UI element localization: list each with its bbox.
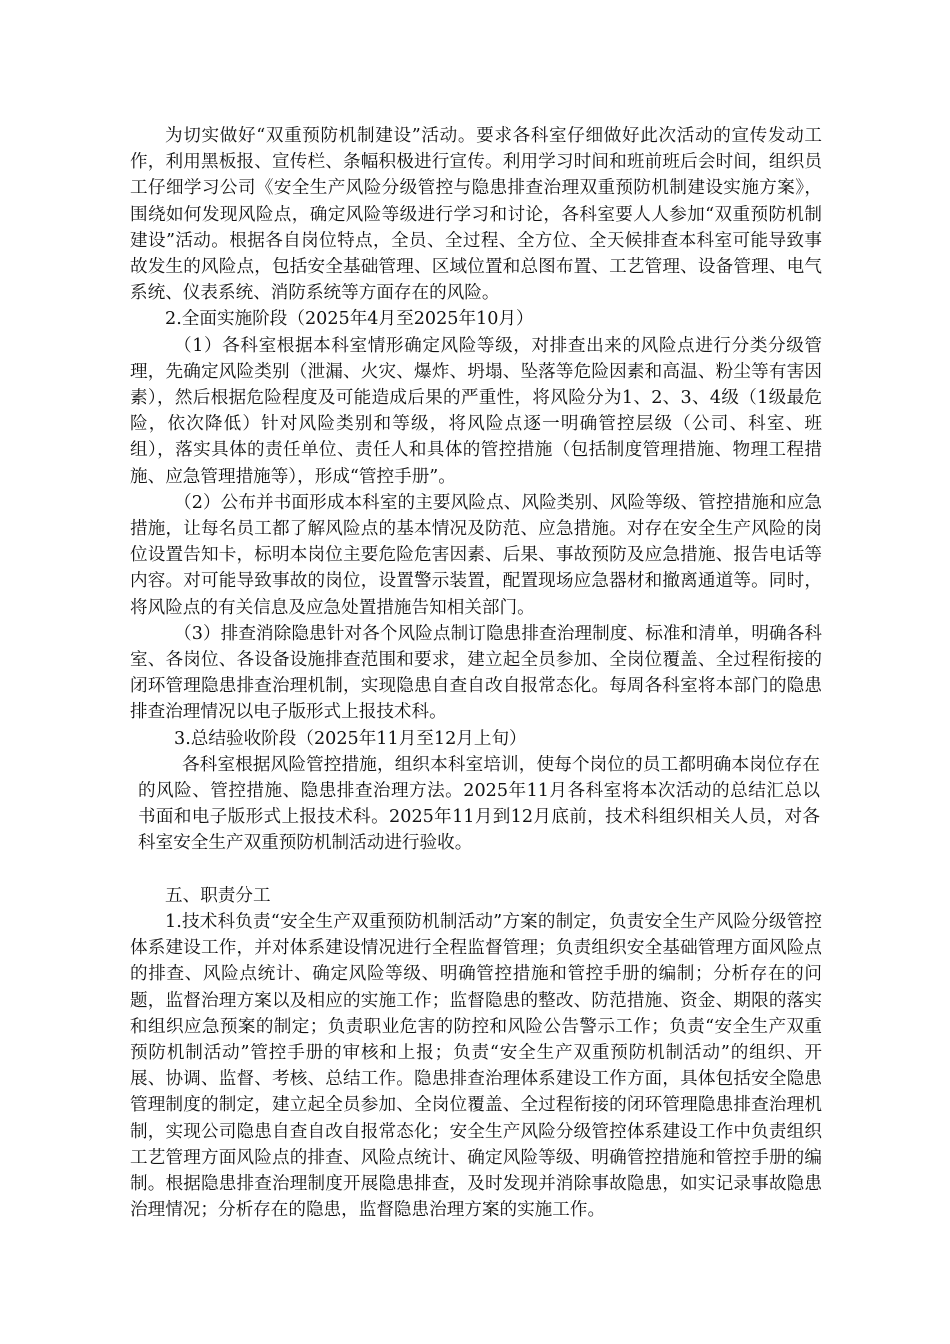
stage2-item-3: （3）排查消除隐患针对各个风险点制订隐患排查治理制度、标准和清单，明确各科室、各岗位、各设备设施排查范围和要求，建立起全员参加、全岗位覆盖、全过程衔接的闭环管理隐患排查治理机制，实现隐患自查自改自报常态化。每周各科室将本部门的隐患排查治理情况以电子版形式上报技术科。 [130,623,822,723]
stage2-item-1: （1）各科室根据本科室情形确定风险等级，对排查出来的风险点进行分类分级管理，先确定风险类别（泄漏、火灾、爆炸、坍塌、坠落等危险因素和高温、粉尘等有害因素），然后根据危险程度及可能造成后果的严重性，将风险分为1、2、3、4级（1级最危险，依次降低）针对风险类别和等级，将风险点逐一明确管控层级（公司、科室、班组），落实具体的责任单位、责任人和具体的管控措施（包括制度管理措施、物理工程措施、应急管理措施等），形成“管控手册”。 [130,335,822,487]
section5-title: 五、职责分工 [165,885,271,906]
stage2-heading: 2.全面实施阶段（2025年4月至2025年10月） [165,309,534,330]
document-body [130,123,822,1223]
stage2-item-2: （2）公布并书面形成本科室的主要风险点、风险类别、风险等级、管控措施和应急措施，让每名员工都了解风险点的基本情况及防范、应急措施。对存在安全生产风险的岗位设置告知卡，标明本岗位主要危险危害因素、后果、事故预防及应急措施、报告电话等内容。对可能导致事故的岗位，设置警示装置，配置现场应急器材和撤离通道等。同时，将风险点的有关信息及应急处置措施告知相关部门。 [130,492,822,618]
intro-paragraph: 为切实做好“双重预防机制建设”活动。要求各科室仔细做好此次活动的宣传发动工作，利用黑板报、宣传栏、条幅积极进行宣传。利用学习时间和班前班后会时间，组织员工仔细学习公司《安全生产风险分级管控与隐患排查治理双重预防机制建设实施方案》，围绕如何发现风险点，确定风险等级进行学习和讨论，各科室要人人参加“双重预防机制建设”活动。根据各自岗位特点，全员、全过程、全方位、全天候排查本科室可能导致事故发生的风险点，包括安全基础管理、区域位置和总图布置、工艺管理、设备管理、电气系统、仪表系统、消防系统等方面存在的风险。 [130,126,822,304]
stage3-heading: 3.总结验收阶段（2025年11月至12月上旬） [174,728,527,749]
section5-item-1: 1.技术科负责“安全生产双重预防机制活动”方案的制定，负责安全生产风险分级管控体系建设工作，并对体系建设情况进行全程监督管理；负责组织安全基础管理方面风险点的排查、风险点统计、确定风险等级、明确管控措施和管控手册的编制；分析存在的问题，监督治理方案以及相应的实施工作；监督隐患的整改、防范措施、资金、期限的落实和组织应急预案的制定；负责职业危害的防控和风险公告警示工作；负责“安全生产双重预防机制活动”管控手册的审核和上报；负责“安全生产双重预防机制活动”的组织、开展、协调、监督、考核、总结工作。隐患排查治理体系建设工作方面，具体包括安全隐患管理制度的制定，建立起全员参加、全岗位覆盖、全过程衔接的闭环管理隐患排查治理机制，实现公司隐患自查自改自报常态化；安全生产风险分级管控体系建设工作中负责组织工艺管理方面风险点的排查、风险点统计、确定风险等级、明确管控措施和管控手册的编制。根据隐患排查治理制度开展隐患排查，及时发现并消除事故隐患，如实记录事故隐患治理情况；分析存在的隐患，监督隐患治理方案的实施工作。 [130,911,822,1221]
blank-spacer [130,857,822,883]
stage3-paragraph: 各科室根据风险管控措施，组织本科室培训，使每个岗位的员工都明确本岗位存在的风险、管控措施、隐患排查治理方法。2025年11月各科室将本次活动的总结汇总以书面和电子版形式上报技术科。2025年11月到12月底前，技术科组织相关人员，对各科室安全生产双重预防机制活动进行验收。 [138,754,820,854]
